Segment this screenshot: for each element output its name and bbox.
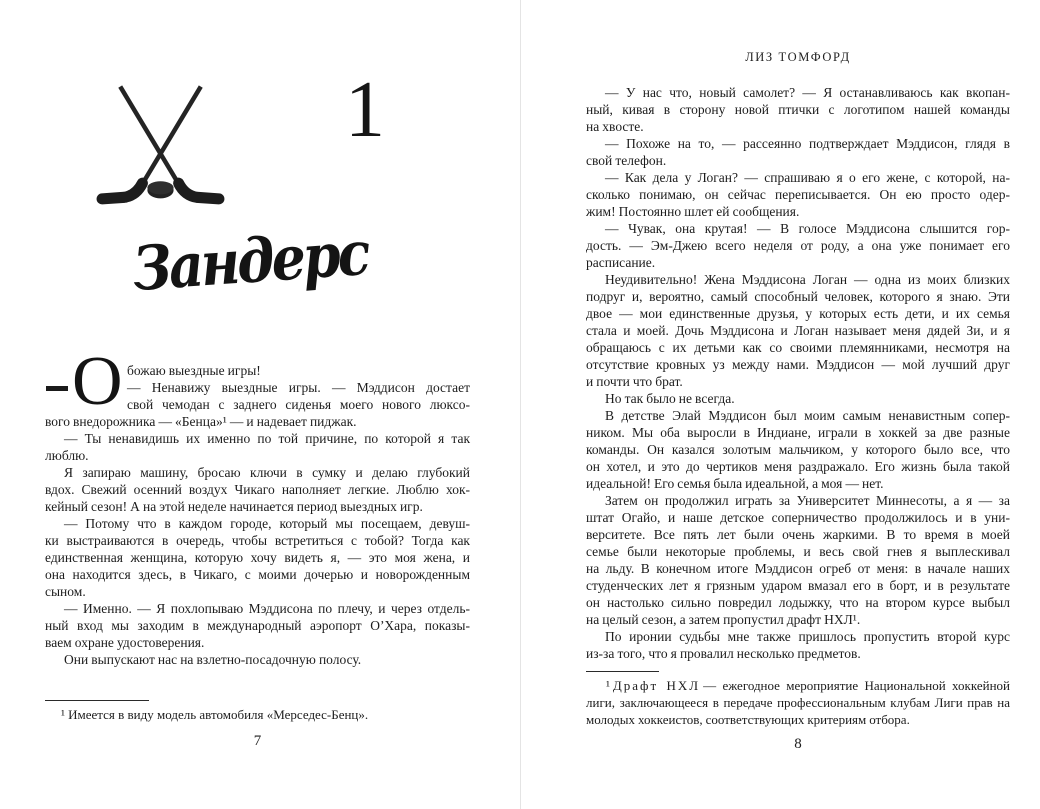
text-line: она находится здесь, в Чикаго, с моими дочерью и новорожденным [45,567,470,582]
text-line: на льду. В конечном итоге Мэддисон огреб от меня: в начале наших [586,561,1010,576]
crossed-hockey-sticks-icon [88,84,233,214]
drop-cap-letter: О [72,343,123,420]
text-line: — Потому что в каждом городе, который мы посещаем, девуш- [64,516,470,531]
footnote-marker: ¹ [606,678,610,693]
text-line: свой телефон. [586,153,667,168]
text-line: идеальной! Его семья была идеальной, а моя — нет. [586,476,884,491]
text-line: — Чувак, она крутая! — В голосе Мэддисона слышится гор- [605,221,1010,236]
text-line: Они выпускают нас на взлетно-посадочную полосу. [64,652,362,667]
footnote-divider [45,700,149,701]
text-line: молодых хоккеистов, соответствующих критериям отбора. [586,712,910,727]
text-line: лиги, заключающееся в передаче профессиональным клубам Лиги прав на [586,695,1010,710]
footnote-text: ¹ Имеется в виду модель автомобиля «Мерседес-Бенц». [61,707,369,722]
text-line: сколько понимаю, он сейчас переписывается. Он ею просто одер- [586,187,1010,202]
text-line: Я запираю машину, бросаю ключи в сумку и делаю глубокий [64,465,470,480]
text-line: сыном. [45,584,86,599]
text-line: он настолько сильно повредил лодыжку, что на втором курсе выбыл [586,595,1010,610]
text-line: вого внедорожника — «Бенца»¹ — и надевает пиджак. [45,414,357,429]
text-line: — У нас что, новый самолет? — Я останавливаюсь как вкопан- [605,85,1010,100]
text-line: ником. Мы оба выросли в Индиане, играли в хоккей за две разные [586,425,1010,440]
text-line: на целый сезон, а затем пропустил драфт НХЛ¹. [586,612,861,627]
text-line: подруг и, вероятно, самый способный человек, которого я знаю. Эти [586,289,1010,304]
chapter-title: Зандерс [130,216,370,305]
text-line: студенческих лет я грязным ударом вмазал его в борт, и в результате [586,578,1010,593]
text-line: В детстве Элай Мэддисон был моим самым ненавистным сопер- [605,408,1010,423]
text-line: вдох. Свежий осенний воздух Чикаго наполняет легкие. Люблю хок- [45,482,470,497]
text-line: дость. — Эм-Джею всего неделя от роду, а она уже понимает его [586,238,1010,253]
text-line: из-за того, что я провалил несколько предметов. [586,646,861,661]
text-line: двое — мои единственные друзья, у которых есть дети, и их семья [586,306,1010,321]
text-line: команды. Он казался золотым мальчиком, у которого было все, что [586,442,1010,457]
text-line: единственная женщина, которую хочу видеть я, — это моя жена, и [45,550,470,565]
text-line: расписание. [586,255,656,270]
chapter-number: 1 [345,66,385,154]
text-line: семье были некоторые проблемы, и весь свой гнев я выплескивал [586,544,1010,559]
text-line: он хотел, и это до чертиков меня раздражало. Его жизнь была такой [586,459,1010,474]
text-line: — Как дела у Логан? — спрашиваю я о его жене, с которой, на- [605,170,1010,185]
text-line: люблю. [45,448,89,463]
text-line: Неудивительно! Жена Мэддисона Логан — одна из моих близких [605,272,1010,287]
text-line: верситете. Все пять лет были очень жаркими. В то время в моей [586,527,1010,542]
text-line: — Ненавижу выездные игры. — Мэддисон достает [127,380,470,395]
text-line: ваем охране удостоверения. [45,635,205,650]
left-page-body-text [45,343,470,668]
footnote-text [586,677,1010,728]
text-line: Но так было не всегда. [605,391,735,406]
text-line: жим! Постоянно шлет ей сообщения. [586,204,800,219]
text-line: отсутствие кровных уз между нами. Мэддисон — мой лучший друг [586,357,1010,372]
running-header-author: ЛИЗ ТОМФОРД [745,50,851,64]
text-line: стала и моей. Дочь Мэддисона и Логан называет меня дядей Зи, и я [586,323,1010,338]
footnote-first-line-rest: — ежегодное мероприятие Национальной хоккейной [703,678,1011,693]
footnote-term: Драфт НХЛ [612,678,701,693]
text-line: на хвосте. [586,119,644,134]
footnote-first-line [586,677,1010,694]
text-line: божаю выездные игры! [127,363,261,378]
text-line: — Именно. — Я похлопываю Мэддисона по плечу, и через отдель- [64,601,470,616]
right-page [520,0,1040,809]
page-number: 7 [253,733,262,749]
page-number: 8 [794,736,802,752]
text-line: свой чемодан с заднего сиденья моего нового люксо- [127,397,470,412]
text-line: кейный сезон! А на этой неделе начинается период выездных игр. [45,499,423,514]
footnote-divider [586,671,659,672]
text-line: — Ты ненавидишь их именно по той причине, по которой я так [64,431,470,446]
text-line: Затем он продолжил играть за Университет Миннесоты, а я — за [605,493,1010,508]
footnote-rest-lines [586,694,1010,728]
text-line: штат Огайо, и наше детское соперничество продолжилось и в уни- [586,510,1010,525]
text-line: и почти что брат. [586,374,683,389]
text-line: ный, кивая в сторону новой птички с логотипом нашей команды [586,102,1010,117]
text-line: — Похоже на то, — рассеянно подтверждает Мэддисон, глядя в [605,136,1010,151]
right-page-body-text [586,84,1010,662]
text-line: По иронии судьбы мне также пришлось пропустить второй курс [605,629,1010,644]
text-line: ный вход мы заходим в международный аэропорт О’Хара, показы- [45,618,470,633]
right-body-lines [586,84,1010,662]
drop-cap-dash [46,386,68,391]
text-line: обращаюсь с их детьми как со своими племянниками, несмотря на [586,340,1010,355]
drop-cap [45,343,127,420]
text-line: ки выстраиваются в очередь, чтобы встретиться с тобой? Тогда как [45,533,470,548]
